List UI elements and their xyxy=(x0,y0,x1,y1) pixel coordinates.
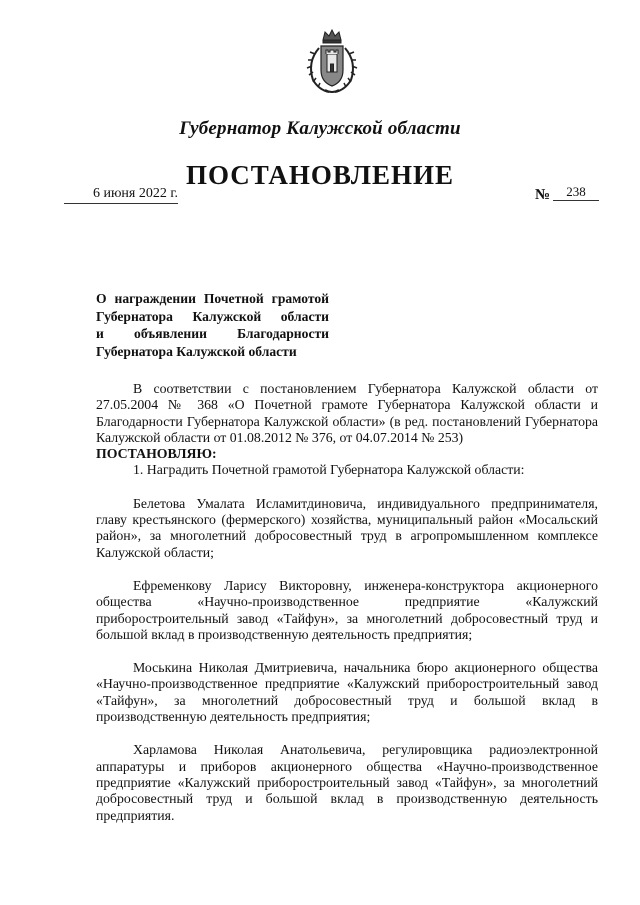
item-1: 1. Наградить Почетной грамотой Губернатора Калужской области: xyxy=(133,462,525,478)
issuing-authority: Губернатор Калужской области xyxy=(179,118,461,139)
decree-heading: ПОСТАНОВЛЯЮ: xyxy=(96,446,217,462)
awardee-paragraph: Моськина Николая Дмитриевича, начальника бюро акционерного общества «Научно-производственное предприятие «Калужский приборостроительный завод «Тайфун», за многолетний добросовестный труд и большой вклад в производственную деятельность предприятия; xyxy=(96,660,598,725)
title-line: и объявлении Благодарности xyxy=(96,326,329,341)
preamble-paragraph: В соответствии с постановлением Губернатора Калужской области от 27.05.2004 № 368 «О Почетной грамоте Губернатора Калужской области и Благодарности Губернатора Калужской области» (в ред. постановлений Губернатора Калужской области от 01.08.2012 № 376, от 04.07.2014 № 253) xyxy=(96,381,598,445)
document-type: ПОСТАНОВЛЕНИЕ xyxy=(185,160,455,190)
number-label: № xyxy=(535,187,551,203)
title-line: Губернатора Калужской области xyxy=(96,343,297,359)
title-line: Губернатора Калужской области xyxy=(96,308,329,324)
document-date: 6 июня 2022 г. xyxy=(64,186,178,204)
document-number: 238 xyxy=(553,184,599,201)
document-body xyxy=(96,381,598,824)
coat-of-arms-icon xyxy=(303,28,361,98)
awardee-paragraph: Ефременкову Ларису Викторовну, инженера-конструктора акционерного общества «Научно-производственное предприятие «Калужский приборостроительный завод «Тайфун», за многолетний добросовестный труд и большой вклад в производственную деятельность предприятия; xyxy=(96,577,598,642)
awardee-paragraph: Харламова Николая Анатольевича, регулировщика радиоэлектронной аппаратуры и приборов акционерного общества «Научно-производственное предприятие «Калужский приборостроительный завод «Тайфун», за многолетний добросовестный труд и большой вклад в производственную деятельность предприятия. xyxy=(96,742,598,823)
document-title xyxy=(96,290,329,360)
title-line: О награждении Почетной грамотой xyxy=(96,291,329,306)
awardee-paragraph: Белетова Умалата Исламитдиновича, индивидуального предпринимателя, главу крестьянского (фермерского) хозяйства, муниципальный район «Мосальский район», за многолетний добросовестный труд в агропромышленном комплексе Калужской области; xyxy=(96,495,598,560)
